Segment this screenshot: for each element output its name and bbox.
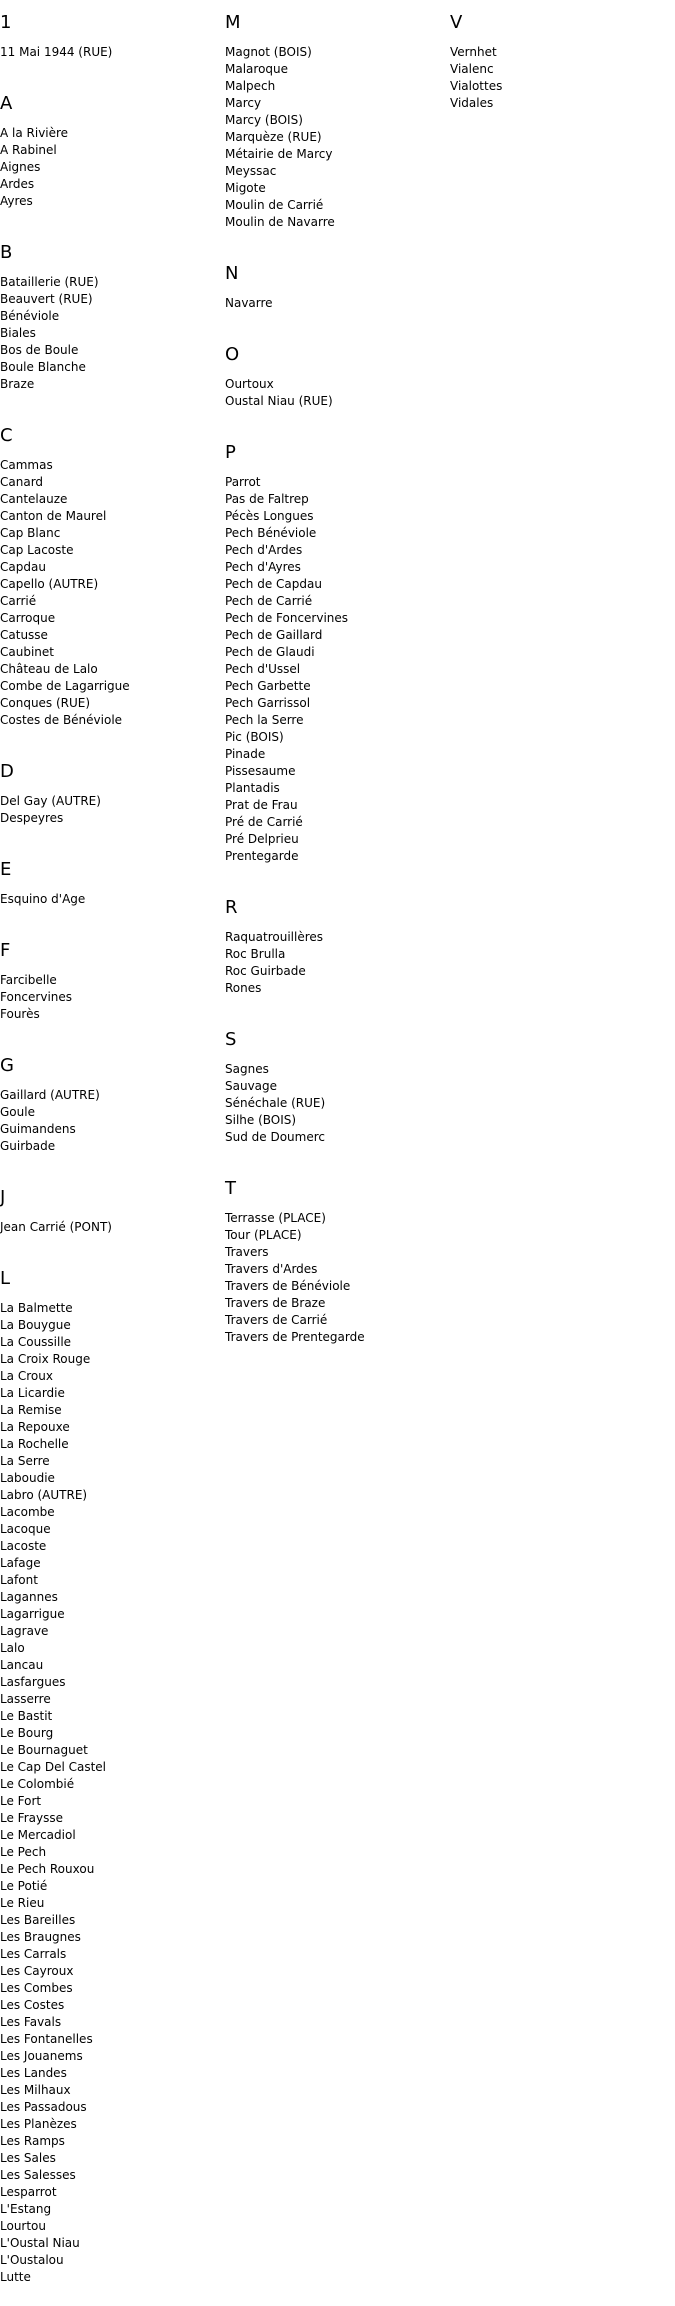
section-letter-heading: D — [0, 761, 14, 782]
place-name-item: Pinade — [225, 747, 266, 761]
place-name-item: Capello (AUTRE) — [0, 577, 99, 591]
place-name-item: Pech d'Ayres — [225, 560, 301, 574]
place-name-item: Tour (PLACE) — [225, 1228, 302, 1242]
section-letter-heading: 1 — [0, 12, 12, 33]
section-letter-heading: O — [225, 344, 240, 365]
place-name-item: Carroque — [0, 611, 56, 625]
place-name-item: Caubinet — [0, 645, 54, 659]
place-name-list — [225, 376, 450, 410]
section-letter-heading: E — [0, 859, 12, 880]
place-name-item: Aignes — [0, 160, 41, 174]
letter-section — [0, 1175, 225, 1236]
place-name-list — [0, 274, 225, 393]
place-name-item: Labro (AUTRE) — [0, 1488, 88, 1502]
place-name-list — [0, 1219, 225, 1236]
place-name-item: La Croix Rouge — [0, 1352, 91, 1366]
place-name-item: La Repouxe — [0, 1420, 70, 1434]
place-name-list — [0, 972, 225, 1023]
place-name-list — [225, 929, 450, 997]
index-column-1 — [0, 0, 225, 2306]
place-name-item: Le Bourg — [0, 1726, 54, 1740]
letter-section — [225, 1017, 450, 1146]
place-name-item: Gaillard (AUTRE) — [0, 1088, 100, 1102]
place-name-item: Laboudie — [0, 1471, 55, 1485]
place-name-item: Cantelauze — [0, 492, 68, 506]
place-name-item: Les Fontanelles — [0, 2032, 93, 2046]
place-name-item: La Licardie — [0, 1386, 65, 1400]
place-name-item: Magnot (BOIS) — [225, 45, 312, 59]
place-name-item: Les Sales — [0, 2151, 56, 2165]
place-name-item: Le Pech Rouxou — [0, 1862, 95, 1876]
letter-section — [0, 81, 225, 210]
place-name-item: Pas de Faltrep — [225, 492, 309, 506]
place-name-item: Travers d'Ardes — [225, 1262, 318, 1276]
place-name-item: Sauvage — [225, 1079, 278, 1093]
section-letter-heading: T — [225, 1178, 236, 1199]
place-name-item: Rones — [225, 981, 262, 995]
place-name-item: Travers de Prentegarde — [225, 1330, 365, 1344]
place-name-item: Del Gay (AUTRE) — [0, 794, 101, 808]
letter-section — [0, 749, 225, 827]
place-name-item: Plantadis — [225, 781, 280, 795]
place-name-list — [225, 474, 450, 865]
place-name-item: Pech d'Ussel — [225, 662, 301, 676]
place-name-item: Cammas — [0, 458, 53, 472]
letter-section — [225, 1166, 450, 1346]
place-name-list — [0, 891, 225, 908]
place-name-item: Lancau — [0, 1658, 44, 1672]
place-name-list — [225, 1061, 450, 1146]
place-name-item: L'Estang — [0, 2202, 52, 2216]
place-name-item: Oustal Niau (RUE) — [225, 394, 333, 408]
place-name-list — [0, 125, 225, 210]
place-name-item: Fourès — [0, 1007, 40, 1021]
place-name-item: Lasfargues — [0, 1675, 66, 1689]
place-name-item: Foncervines — [0, 990, 73, 1004]
place-name-item: Parrot — [225, 475, 261, 489]
section-letter-heading: F — [0, 940, 11, 961]
index-column-2 — [225, 0, 450, 1366]
place-name-list — [225, 295, 450, 312]
place-name-item: Cap Lacoste — [0, 543, 74, 557]
place-name-item: Travers de Carrié — [225, 1313, 328, 1327]
place-name-item: Prat de Frau — [225, 798, 298, 812]
place-name-item: Costes de Bénéviole — [0, 713, 123, 727]
place-name-item: Les Jouanems — [0, 2049, 83, 2063]
place-name-item: Conques (RUE) — [0, 696, 91, 710]
letter-section — [225, 0, 450, 231]
place-name-item: Lacoque — [0, 1522, 51, 1536]
section-letter-heading: G — [0, 1055, 14, 1076]
place-name-item: Meyssac — [225, 164, 277, 178]
place-name-item: Pech de Carrié — [225, 594, 313, 608]
place-name-item: Les Cayroux — [0, 1964, 74, 1978]
section-letter-heading: C — [0, 425, 13, 446]
place-name-item: 11 Mai 1944 (RUE) — [0, 45, 113, 59]
place-name-item: Vialenc — [450, 62, 494, 76]
place-name-item: Pech de Glaudi — [225, 645, 315, 659]
letter-section — [225, 885, 450, 997]
place-name-item: Lutte — [0, 2270, 31, 2284]
place-name-item: La Serre — [0, 1454, 50, 1468]
letter-section — [0, 230, 225, 393]
place-name-item: Les Braugnes — [0, 1930, 81, 1944]
section-letter-heading: B — [0, 242, 13, 263]
place-name-item: L'Oustalou — [0, 2253, 64, 2267]
place-name-item: Les Ramps — [0, 2134, 65, 2148]
place-name-item: Lesparrot — [0, 2185, 57, 2199]
section-letter-heading: P — [225, 442, 236, 463]
place-name-item: Lacombe — [0, 1505, 55, 1519]
place-name-item: Lafont — [0, 1573, 38, 1587]
place-name-item: Le Bastit — [0, 1709, 53, 1723]
place-name-item: Lasserre — [0, 1692, 51, 1706]
letter-section — [225, 430, 450, 865]
place-name-item: Pré Delprieu — [225, 832, 299, 846]
place-name-item: Les Combes — [0, 1981, 73, 1995]
place-name-item: Bataillerie (RUE) — [0, 275, 99, 289]
place-name-item: Pech de Foncervines — [225, 611, 349, 625]
place-name-item: La Coussille — [0, 1335, 72, 1349]
place-name-item: Le Colombié — [0, 1777, 75, 1791]
place-name-item: Canton de Maurel — [0, 509, 107, 523]
place-name-item: Le Rieu — [0, 1896, 45, 1910]
place-name-item: Pech d'Ardes — [225, 543, 303, 557]
section-letter-heading: A — [0, 93, 13, 114]
place-name-item: Pissesaume — [225, 764, 296, 778]
place-name-list — [0, 457, 225, 729]
place-name-item: Les Passadous — [0, 2100, 87, 2114]
place-name-item: Capdau — [0, 560, 46, 574]
place-name-item: A Rabinel — [0, 143, 57, 157]
place-name-item: Vernhet — [450, 45, 497, 59]
place-name-item: Malaroque — [225, 62, 289, 76]
letter-section — [450, 0, 675, 112]
place-name-item: Catusse — [0, 628, 48, 642]
place-name-item: Beauvert (RUE) — [0, 292, 93, 306]
letter-section — [0, 1043, 225, 1155]
place-name-item: Pech Garrissol — [225, 696, 311, 710]
place-name-item: Farcibelle — [0, 973, 57, 987]
place-name-item: Cap Blanc — [0, 526, 61, 540]
place-name-item: Roc Brulla — [225, 947, 286, 961]
place-name-item: Le Fraysse — [0, 1811, 63, 1825]
place-name-item: La Remise — [0, 1403, 62, 1417]
section-letter-heading: J — [0, 1187, 6, 1208]
place-name-item: Le Pech — [0, 1845, 47, 1859]
place-name-item: Ourtoux — [225, 377, 274, 391]
section-letter-heading: S — [225, 1029, 237, 1050]
place-name-item: Marcy (BOIS) — [225, 113, 303, 127]
place-name-list — [0, 1087, 225, 1155]
place-name-item: Esquino d'Age — [0, 892, 86, 906]
place-name-item: Vidales — [450, 96, 494, 110]
place-name-item: Les Bareilles — [0, 1913, 76, 1927]
letter-section — [225, 332, 450, 410]
place-name-item: Sénéchale (RUE) — [225, 1096, 326, 1110]
place-name-item: Braze — [0, 377, 35, 391]
place-name-item: Boule Blanche — [0, 360, 86, 374]
place-name-list — [225, 44, 450, 231]
place-name-item: Les Planèzes — [0, 2117, 77, 2131]
place-name-item: La Bouygue — [0, 1318, 71, 1332]
place-name-item: Les Milhaux — [0, 2083, 71, 2097]
place-name-item: Jean Carrié (PONT) — [0, 1220, 112, 1234]
place-name-item: Pech de Capdau — [225, 577, 322, 591]
place-name-item: Métairie de Marcy — [225, 147, 333, 161]
place-name-item: Marquèze (RUE) — [225, 130, 322, 144]
place-name-item: Despeyres — [0, 811, 64, 825]
place-name-list — [225, 1210, 450, 1346]
place-name-item: Les Favals — [0, 2015, 62, 2029]
place-name-item: Le Bournaguet — [0, 1743, 88, 1757]
section-letter-heading: V — [450, 12, 463, 33]
letter-section — [0, 1256, 225, 2286]
place-name-list — [0, 793, 225, 827]
place-name-item: Lafage — [0, 1556, 41, 1570]
place-name-item: Travers de Braze — [225, 1296, 326, 1310]
place-name-item: Terrasse (PLACE) — [225, 1211, 326, 1225]
place-name-item: Roc Guirbade — [225, 964, 306, 978]
place-name-item: Pech de Gaillard — [225, 628, 323, 642]
letter-section — [0, 0, 225, 61]
place-name-item: Lagrave — [0, 1624, 49, 1638]
place-name-item: Pic (BOIS) — [225, 730, 284, 744]
place-name-item: Pech Bénéviole — [225, 526, 317, 540]
place-name-item: Prentegarde — [225, 849, 299, 863]
letter-section — [0, 847, 225, 908]
place-name-item: Pécès Longues — [225, 509, 314, 523]
place-name-item: Travers de Bénéviole — [225, 1279, 351, 1293]
index-column-3 — [450, 0, 675, 132]
place-name-item: Bénéviole — [0, 309, 60, 323]
place-name-item: Lacoste — [0, 1539, 47, 1553]
place-name-item: Guirbade — [0, 1139, 56, 1153]
section-letter-heading: N — [225, 263, 239, 284]
place-name-item: Pech la Serre — [225, 713, 304, 727]
letter-section — [225, 251, 450, 312]
place-name-item: Les Carrals — [0, 1947, 67, 1961]
place-name-item: Marcy — [225, 96, 262, 110]
section-letter-heading: L — [0, 1268, 11, 1289]
place-name-item: Raquatrouillères — [225, 930, 324, 944]
place-name-item: L'Oustal Niau — [0, 2236, 80, 2250]
place-name-item: Pré de Carrié — [225, 815, 303, 829]
letter-section — [0, 413, 225, 729]
place-name-item: Le Fort — [0, 1794, 42, 1808]
place-name-item: Biales — [0, 326, 36, 340]
place-name-item: Moulin de Navarre — [225, 215, 335, 229]
place-name-item: Migote — [225, 181, 266, 195]
place-name-item: Les Costes — [0, 1998, 65, 2012]
place-name-item: Moulin de Carrié — [225, 198, 324, 212]
place-name-item: La Croux — [0, 1369, 53, 1383]
place-name-list — [450, 44, 675, 112]
place-name-item: Ayres — [0, 194, 33, 208]
place-name-item: Lalo — [0, 1641, 25, 1655]
place-name-item: Les Salesses — [0, 2168, 76, 2182]
place-name-item: Pech Garbette — [225, 679, 311, 693]
place-name-item: Lourtou — [0, 2219, 47, 2233]
place-name-item: Sagnes — [225, 1062, 269, 1076]
section-letter-heading: M — [225, 12, 241, 33]
place-name-item: Guimandens — [0, 1122, 76, 1136]
place-name-item: Goule — [0, 1105, 35, 1119]
place-name-item: Bos de Boule — [0, 343, 79, 357]
place-name-item: Lagarrigue — [0, 1607, 65, 1621]
place-name-item: Le Cap Del Castel — [0, 1760, 107, 1774]
place-name-list — [0, 1300, 225, 2286]
place-name-item: Ardes — [0, 177, 35, 191]
place-name-item: Le Potié — [0, 1879, 48, 1893]
section-letter-heading: R — [225, 897, 238, 918]
place-name-item: La Balmette — [0, 1301, 73, 1315]
place-name-item: Canard — [0, 475, 44, 489]
place-name-item: Combe de Lagarrigue — [0, 679, 130, 693]
place-name-item: Carrié — [0, 594, 37, 608]
place-name-item: A la Rivière — [0, 126, 69, 140]
place-name-list — [0, 44, 225, 61]
place-name-item: Silhe (BOIS) — [225, 1113, 297, 1127]
place-name-item: Lagannes — [0, 1590, 58, 1604]
place-name-item: Les Landes — [0, 2066, 67, 2080]
letter-section — [0, 928, 225, 1023]
place-name-item: Vialottes — [450, 79, 503, 93]
place-name-item: Château de Lalo — [0, 662, 98, 676]
place-name-item: Navarre — [225, 296, 273, 310]
place-name-item: Sud de Doumerc — [225, 1130, 325, 1144]
place-name-item: Le Mercadiol — [0, 1828, 76, 1842]
place-name-item: Malpech — [225, 79, 276, 93]
place-name-item: La Rochelle — [0, 1437, 69, 1451]
place-name-item: Travers — [225, 1245, 269, 1259]
